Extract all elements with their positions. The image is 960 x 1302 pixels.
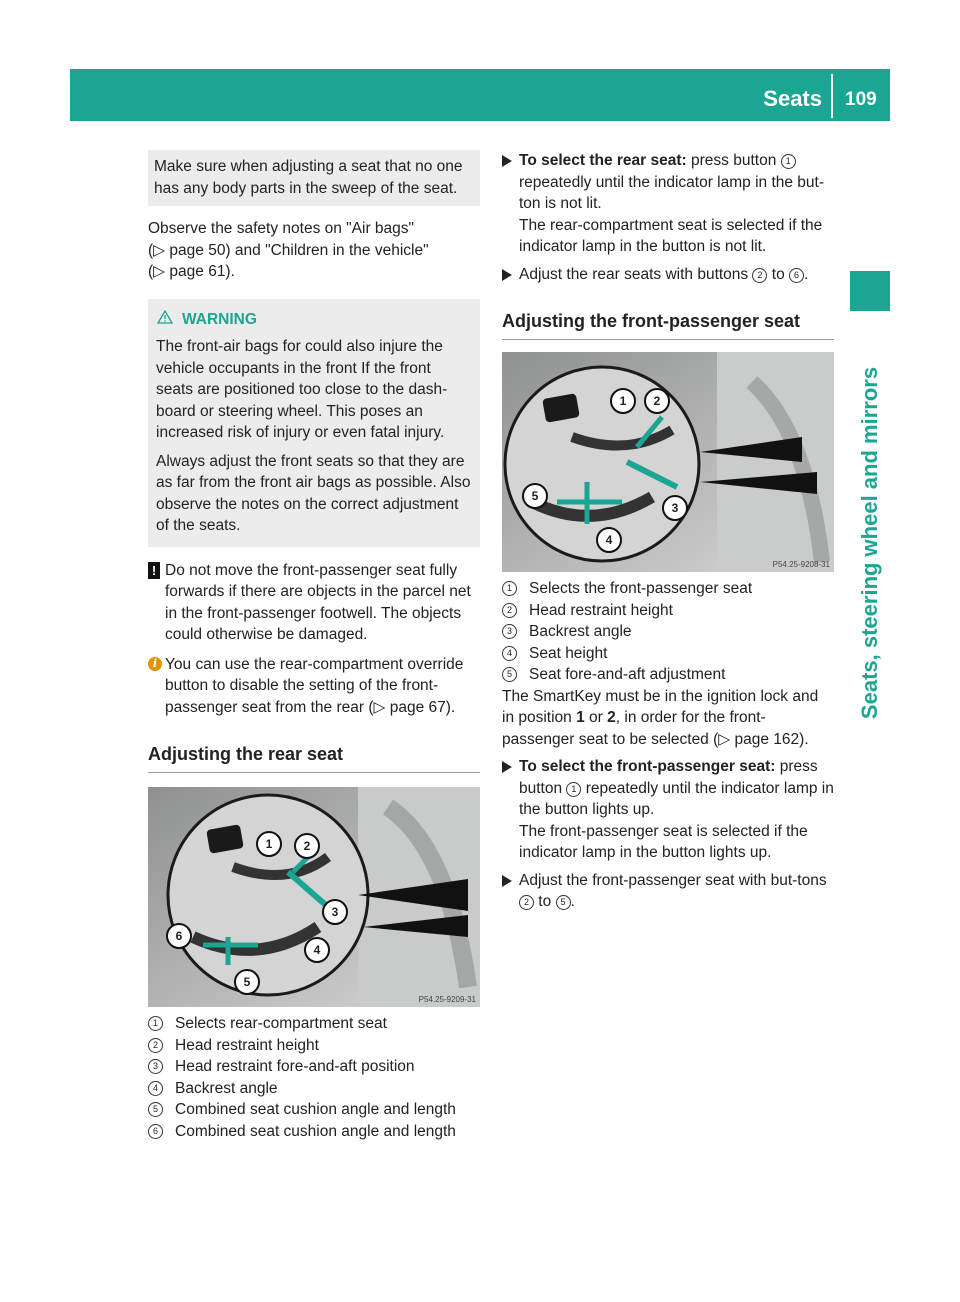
rear-seat-legend bbox=[148, 1013, 480, 1142]
page-ref-link[interactable]: page 67). bbox=[389, 698, 456, 716]
caution-icon: ! bbox=[148, 562, 160, 579]
front-passenger-seat-figure bbox=[502, 352, 834, 572]
figure-callout-3: 3 bbox=[662, 495, 688, 521]
section-heading-rear-seat: Adjusting the rear seat bbox=[148, 742, 480, 773]
figure-code: P54.25-9209-31 bbox=[418, 995, 476, 1004]
instruction-step: Adjust the rear seats with buttons 2 to 6 . bbox=[502, 264, 834, 286]
step-arrow-icon bbox=[502, 875, 512, 887]
front-passenger-seat-illustration bbox=[502, 352, 834, 572]
rear-seat-figure bbox=[148, 787, 480, 1007]
figure-callout-3: 3 bbox=[322, 899, 348, 925]
warning-title: WARNING bbox=[156, 309, 472, 331]
legend-item: 2 Head restraint height bbox=[502, 600, 834, 622]
warning-para-1: The front-air bags for could also injure the vehicle occupants in the front If the front seats are positioned too close to the dash-board or steering wheel. This poses an increased risk of injury or even fatal injury. bbox=[156, 338, 448, 441]
front-passenger-legend bbox=[502, 578, 834, 686]
legend-item: 2 Head restraint height bbox=[148, 1035, 480, 1057]
legend-item: 5 Seat fore-and-aft adjustment bbox=[502, 664, 834, 686]
legend-item: 3 Head restraint fore-and-aft position bbox=[148, 1056, 480, 1078]
warning-box bbox=[148, 299, 480, 547]
figure-callout-4: 4 bbox=[304, 937, 330, 963]
figure-code: P54.25-9208-31 bbox=[772, 560, 830, 569]
figure-callout-5: 5 bbox=[522, 483, 548, 509]
legend-item: 4 Backrest angle bbox=[148, 1078, 480, 1100]
header-divider bbox=[831, 74, 833, 118]
intro-text: Make sure when adjusting a seat that no one has any body parts in the sweep of the seat. bbox=[154, 158, 463, 197]
figure-callout-1: 1 bbox=[256, 831, 282, 857]
page-ref-arrow-icon: ▷ bbox=[373, 698, 386, 716]
legend-item: 3 Backrest angle bbox=[502, 621, 834, 643]
rear-seat-illustration bbox=[148, 787, 480, 1007]
instruction-step: Adjust the front-passenger seat with but-tons 2 to 5 . bbox=[502, 870, 834, 913]
caution-note: ! Do not move the front-passenger seat fully forwards if there are objects in the parcel net in the front-passenger footwell. The objects could otherwise be damaged. bbox=[148, 560, 480, 646]
figure-callout-2: 2 bbox=[294, 833, 320, 859]
page-number: 109 bbox=[845, 89, 877, 110]
info-note: i You can use the rear-compartment override button to disable the setting of the front-passenger seat from the rear (▷ page 67). bbox=[148, 654, 480, 719]
intro-box bbox=[148, 150, 480, 206]
page-ref-arrow-icon: ▷ bbox=[153, 241, 166, 259]
step-arrow-icon bbox=[502, 269, 512, 281]
info-icon: i bbox=[148, 657, 162, 671]
page-ref-arrow-icon: ▷ bbox=[718, 730, 731, 748]
figure-callout-5: 5 bbox=[234, 969, 260, 995]
page-ref-link[interactable]: page 162). bbox=[734, 730, 809, 748]
side-tab bbox=[850, 325, 890, 760]
side-marker bbox=[850, 271, 890, 311]
page-ref-arrow-icon: ▷ bbox=[153, 263, 166, 280]
legend-item: 6 Combined seat cushion angle and length bbox=[148, 1121, 480, 1143]
right-column bbox=[502, 150, 834, 913]
section-heading-front-passenger-seat: Adjusting the front-passenger seat bbox=[502, 309, 834, 340]
legend-item: 4 Seat height bbox=[502, 643, 834, 665]
step-arrow-icon bbox=[502, 155, 512, 167]
observe-note: Observe the safety notes on "Air bags" (▷ page 50) and "Children in the vehicle" (▷ page 61). bbox=[148, 220, 429, 280]
page-title: Seats bbox=[763, 86, 822, 111]
page-ref-link[interactable]: page 61). bbox=[169, 263, 235, 280]
figure-callout-2: 2 bbox=[644, 388, 670, 414]
figure-callout-1: 1 bbox=[610, 388, 636, 414]
warning-triangle-icon bbox=[156, 309, 174, 331]
smartkey-note: The SmartKey must be in the ignition lock and in position 1 or 2, in order for the front-passenger seat to be selected (▷ page 162). bbox=[502, 687, 819, 748]
figure-callout-6: 6 bbox=[166, 923, 192, 949]
page-ref-link[interactable]: page 50) and "Children in the vehicle" bbox=[169, 241, 429, 259]
instruction-step: To select the rear seat: press button 1 repeatedly until the indicator lamp in the but-ton is not lit. The rear-compartment seat is selected if the indicator lamp in the button is not lit. bbox=[502, 150, 834, 258]
legend-item: 5 Combined seat cushion angle and length bbox=[148, 1099, 480, 1121]
left-column bbox=[148, 150, 480, 1142]
legend-item: 1 Selects the front-passenger seat bbox=[502, 578, 834, 600]
legend-item: 1 Selects rear-compartment seat bbox=[148, 1013, 480, 1035]
instruction-step: To select the front-passenger seat: press button 1 repeatedly until the indicator lamp in the button lights up. The front-passenger seat is selected if the indicator lamp in the button lights up. bbox=[502, 756, 834, 864]
warning-para-2: Always adjust the front seats so that they are as far from the front air bags as possible. Also observe the notes on the correct adjustment of the seats. bbox=[156, 452, 471, 534]
figure-callout-4: 4 bbox=[596, 527, 622, 553]
side-tab-label: Seats, steering wheel and mirrors bbox=[857, 366, 883, 719]
step-arrow-icon bbox=[502, 761, 512, 773]
